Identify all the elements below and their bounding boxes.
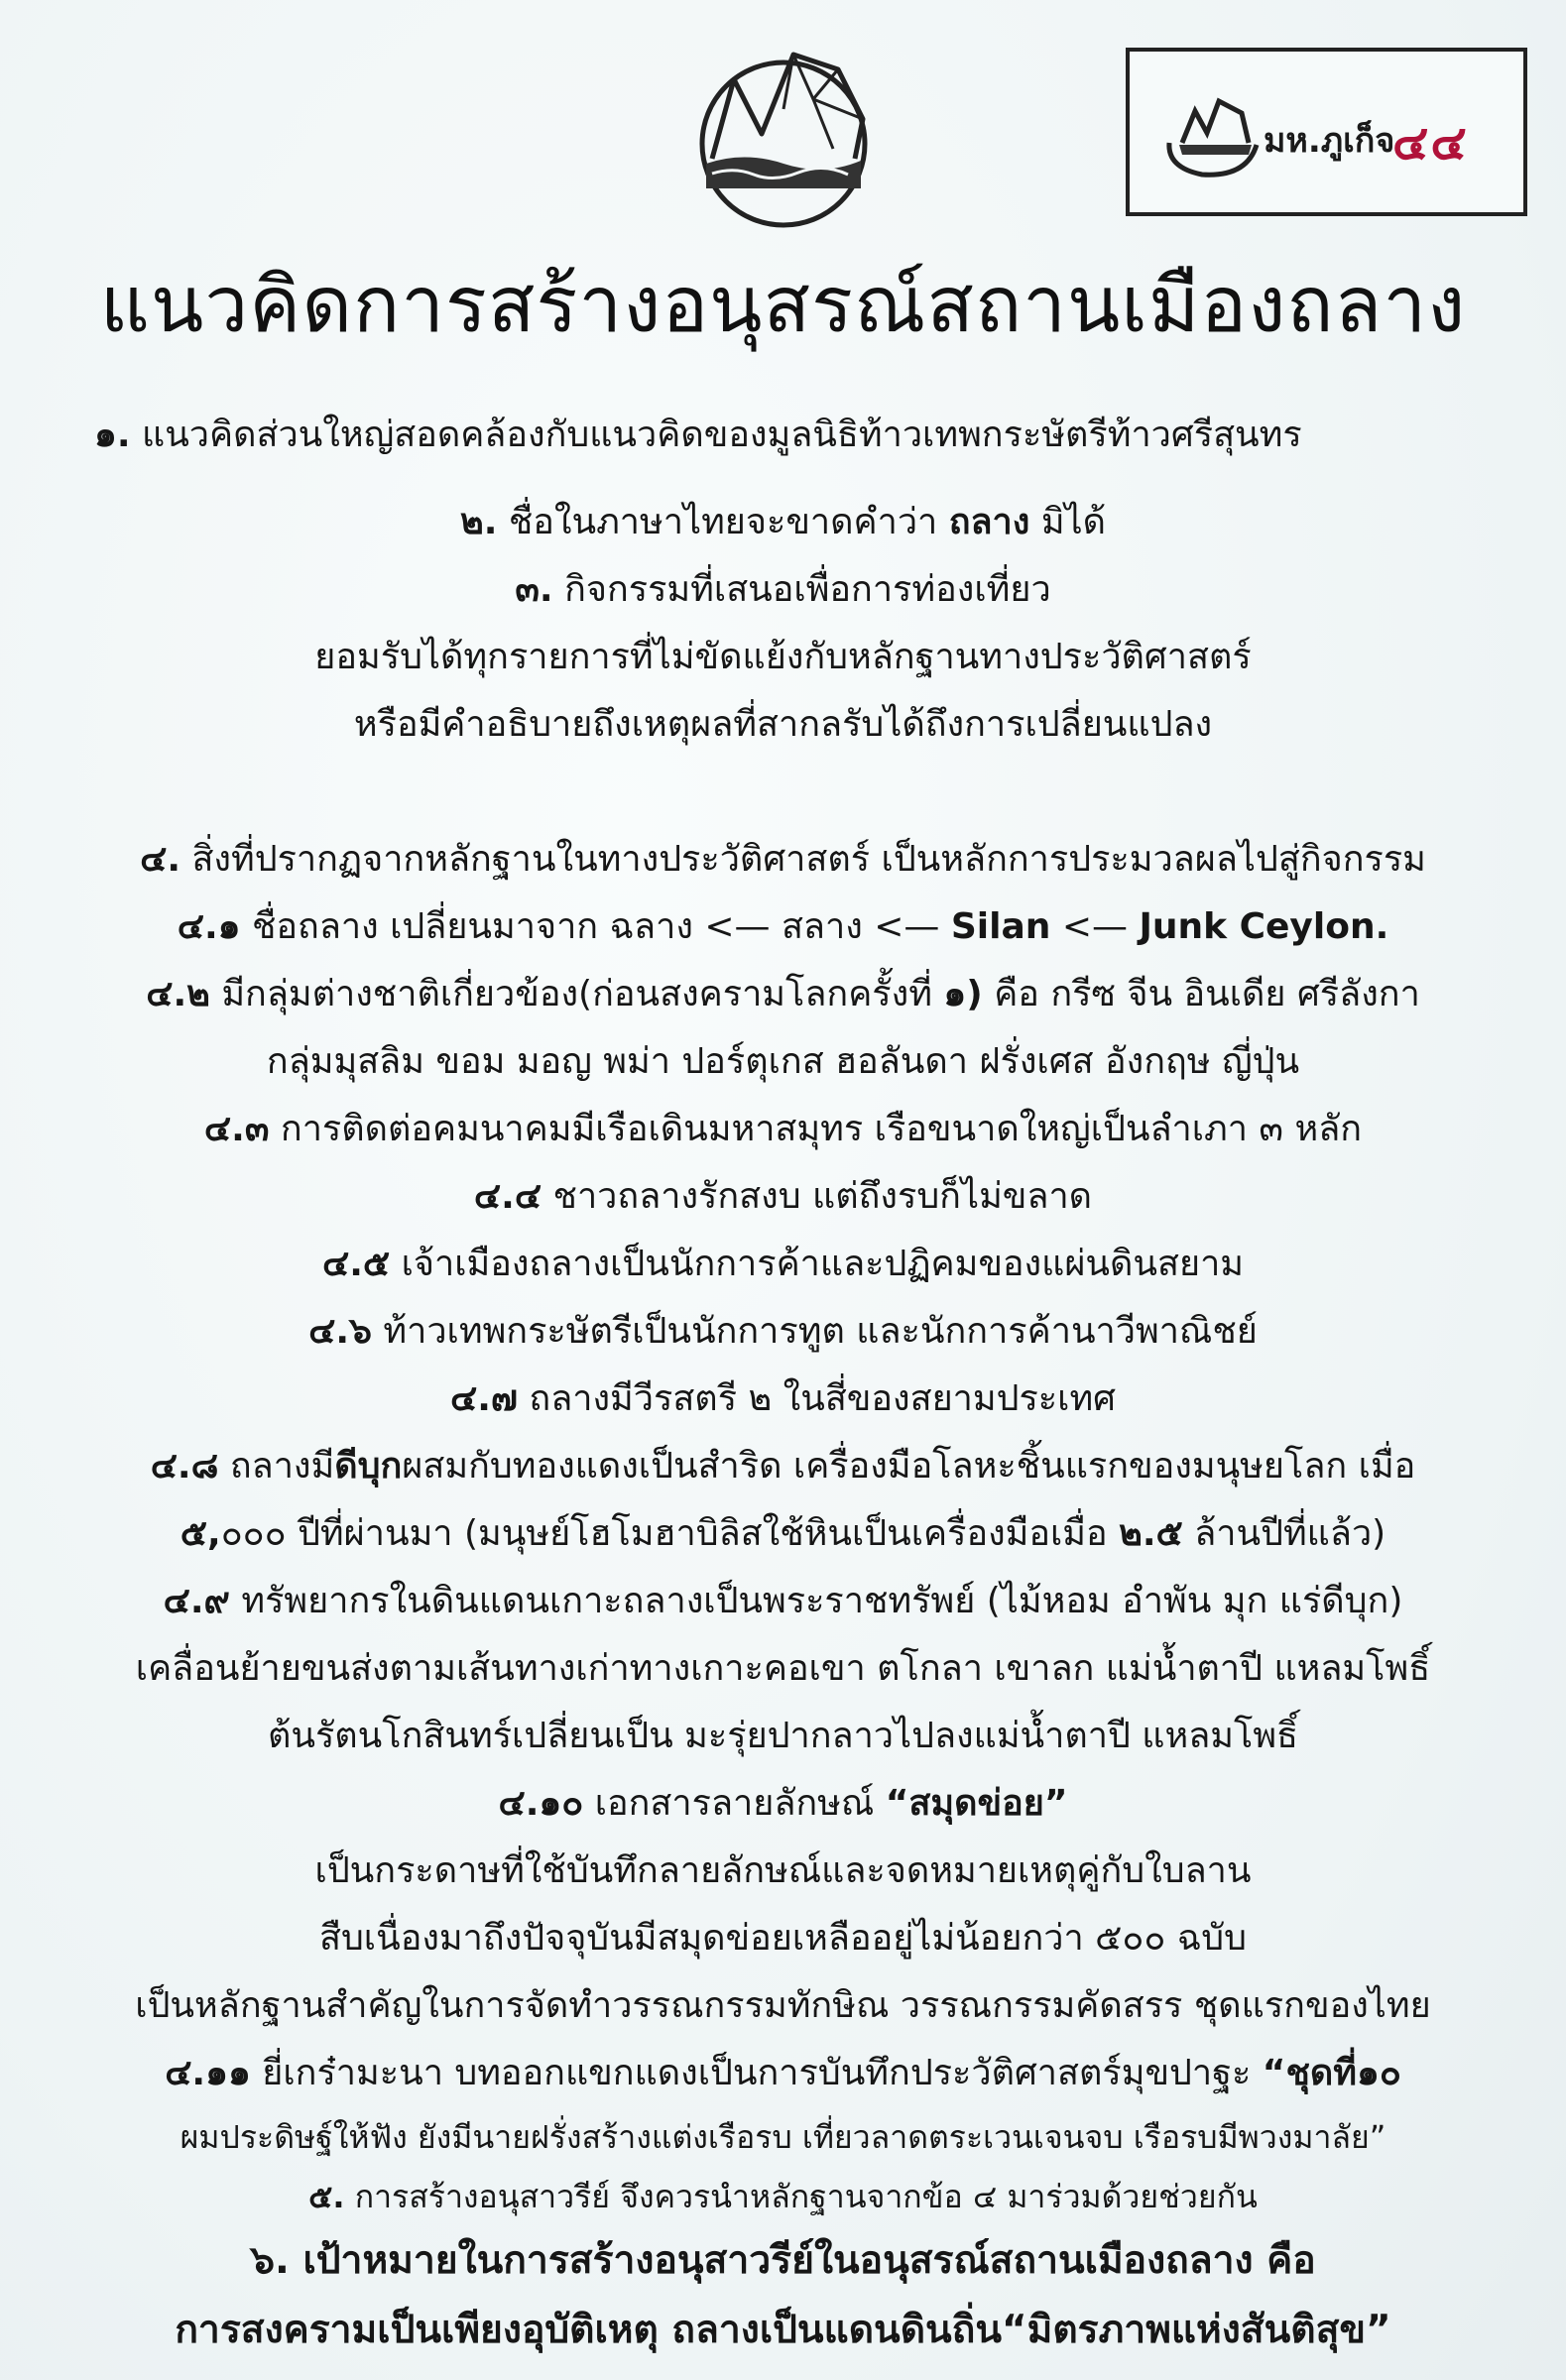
item-4-11-line-2: ผมประดิษฐ์ให้ฟัง ยังมีนายฝรั่งสร้างแต่งเรือรบ เที่ยวลาดตระเวนเจนจบ เรือรบมีพวงมาลัย”	[180, 2118, 1386, 2156]
item-text: ท้าวเทพกระษัตรีเป็นนักการทูต และนักการค้านาวีพาณิชย์	[383, 1311, 1258, 1352]
item-number: ๑.	[94, 415, 131, 455]
item-number: ๔.๔	[473, 1176, 542, 1217]
item-text: ชื่อถลาง เปลี่ยนมาจาก ฉลาง <— สลาง <—	[251, 906, 940, 947]
item-4-5	[60, 1231, 1506, 1298]
arrow-text: <—	[1061, 906, 1128, 947]
item-text-bold: ๕,	[180, 1513, 221, 1554]
item-1	[60, 402, 1506, 469]
item-6-line-2: การสงครามเป็นเพียงอุบัติเหตุ ถลางเป็นแดนดินถิ่น“มิตรภาพแห่งสันติสุข”	[175, 2308, 1391, 2352]
item-3-line-2: ยอมรับได้ทุกรายการที่ไม่ขัดแย้งกับหลักฐานทางประวัติศาสตร์	[314, 637, 1252, 677]
item-text: ล้านปีที่แล้ว)	[1194, 1513, 1386, 1554]
item-text-bold: “ชุดที่	[1262, 2053, 1357, 2093]
item-number: ๕.	[308, 2178, 345, 2215]
item-text-bold: ถลาง	[948, 502, 1030, 542]
item-4-1	[60, 893, 1506, 961]
item-text: มิได้	[1040, 502, 1107, 542]
item-text: ทรัพยากรในดินแดนเกาะถลางเป็นพระราชทรัพย์ (ไม้หอม อำพัน มุก แร่ดีบุก)	[241, 1581, 1403, 1621]
item-text: ชาวถลางรักสงบ แต่ถึงรบก็ไม่ขลาด	[552, 1176, 1093, 1217]
item-number: ๔.๗	[449, 1378, 518, 1419]
stamp-label: มห.ภูเก็จ	[1264, 121, 1395, 161]
item-text: ชื่อในภาษาไทยจะขาดคำว่า	[508, 502, 938, 542]
item-number: ๔.๕	[321, 1244, 391, 1284]
item-3-line-3: หรือมีคำอธิบายถึงเหตุผลที่สากลรับได้ถึงการเปลี่ยนแปลง	[353, 704, 1213, 745]
item-number: ๔.๙	[163, 1581, 230, 1621]
item-4	[60, 826, 1506, 893]
item-4-11	[60, 2040, 1506, 2107]
item-text-bold: Junk Ceylon.	[1139, 906, 1389, 947]
item-text-bold: ๒.๕	[1119, 1513, 1183, 1554]
mountain-logo-icon	[635, 40, 932, 238]
document-stamp	[1126, 48, 1527, 216]
item-4-7	[60, 1366, 1506, 1433]
item-text-bold: ๑)	[943, 974, 983, 1014]
item-4-10-line-2: เป็นกระดาษที่ใช้บันทึกลายลักษณ์และจดหมายเหตุคู่กับใบลาน	[314, 1850, 1252, 1891]
item-text-bold: Silan	[950, 906, 1051, 947]
item-4-9-line-2: เคลื่อนย้ายขนส่งตามเส้นทางเก่าทางเกาะคอเขา ตโกลา เขาลก แม่น้ำตาปี แหลมโพธิ์	[135, 1648, 1431, 1689]
item-4-9	[60, 1568, 1506, 1635]
item-number: ๔.๑๐	[498, 1783, 584, 1824]
item-4-10-line-3: สืบเนื่องมาถึงปัจจุบันมีสมุดข่อยเหลืออยู่ไม่น้อยกว่า ๕๐๐ ฉบับ	[318, 1918, 1247, 1959]
item-number: ๖.	[250, 2238, 290, 2283]
page-title: แนวคิดการสร้างอนุสรณ์สถานเมืองถลาง	[99, 261, 1467, 350]
item-number: ๔.๑	[177, 906, 241, 947]
item-number: ๔.๓	[203, 1109, 270, 1149]
item-4-10-line-4: เป็นหลักฐานสำคัญในการจัดทำวรรณกรรมทักษิณ วรรณกรรมคัดสรร ชุดแรกของไทย	[135, 1985, 1431, 2026]
item-text: กิจกรรมที่เสนอเพื่อการท่องเที่ยว	[564, 569, 1051, 610]
item-text: ยี่เกร๋ามะนา บทออกแขกแดงเป็นการบันทึกประวัติศาสตร์มุขปาฐะ	[262, 2053, 1252, 2093]
item-text: เป้าหมายในการสร้างอนุสาวรีย์ในอนุสรณ์สถานเมืองถลาง คือ	[302, 2238, 1316, 2283]
item-4-2-line-2: กลุ่มมุสลิม ขอม มอญ พม่า ปอร์ตุเกส ฮอลันดา ฝรั่งเศส อังกฤษ ญี่ปุ่น	[266, 1041, 1300, 1082]
item-4-9-line-3: ต้นรัตนโกสินทร์เปลี่ยนเป็น มะรุ่ยปากลาวไปลงแม่น้ำตาปี แหลมโพธิ์	[267, 1716, 1299, 1756]
item-text: คือ กรีซ จีน อินเดีย ศรีลังกา	[994, 974, 1420, 1014]
item-5	[60, 2167, 1506, 2226]
item-6	[60, 2226, 1506, 2296]
item-number: ๔.๖	[308, 1311, 372, 1352]
item-4-8-line-2	[60, 1500, 1506, 1568]
document-body	[60, 402, 1506, 2365]
item-number: ๔.๒	[146, 974, 210, 1014]
item-text-bold: “สมุดข่อย”	[885, 1783, 1068, 1824]
item-text-bold: ดีบุก	[334, 1446, 403, 1487]
item-text: การติดต่อคมนาคมมีเรือเดินมหาสมุทร เรือขนาดใหญ่เป็นลำเภา ๓ หลัก	[280, 1109, 1363, 1149]
item-text: มีกลุ่มต่างชาติเกี่ยวข้อง(ก่อนสงครามโลกครั้งที่	[221, 974, 932, 1014]
item-4-8	[60, 1433, 1506, 1500]
item-4-10	[60, 1770, 1506, 1838]
item-text: สิ่งที่ปรากฏจากหลักฐานในทางประวัติศาสตร์ เป็นหลักการประมวลผลไปสู่กิจกรรม	[191, 839, 1426, 880]
item-number: ๔.	[140, 839, 181, 880]
item-text: ๐๐๐ ปีที่ผ่านมา (มนุษย์โฮโมฮาบิลิสใช้หินเป็นเครื่องมือเมื่อ	[220, 1513, 1108, 1554]
item-text: การสร้างอนุสาวรีย์ จึงควรนำหลักฐานจากข้อ ๔ มาร่วมด้วยช่วยกัน	[354, 2178, 1258, 2215]
item-number: ๔.๘	[150, 1446, 219, 1487]
stamp-number: ๔๔	[1392, 115, 1469, 171]
item-4-4	[60, 1163, 1506, 1231]
item-3	[60, 556, 1506, 624]
stamp-logo-icon	[1157, 83, 1266, 182]
item-text: เอกสารลายลักษณ์	[594, 1783, 875, 1824]
item-text-bold: ๑๐	[1356, 2053, 1401, 2093]
item-text: ถลางมีวีรสตรี ๒ ในสี่ของสยามประเทศ	[529, 1378, 1117, 1419]
item-number: ๔.๑๑	[165, 2053, 251, 2093]
item-4-6	[60, 1298, 1506, 1366]
item-4-3	[60, 1096, 1506, 1163]
item-number: ๓.	[515, 569, 553, 610]
item-text: แนวคิดส่วนใหญ่สอดคล้องกับแนวคิดของมูลนิธิท้าวเทพกระษัตรีท้าวศรีสุนทร	[141, 415, 1302, 455]
item-text: ผสมกับทองแดงเป็นสำริด เครื่องมือโลหะชิ้นแรกของมนุษยโลก เมื่อ	[402, 1446, 1416, 1487]
item-2	[60, 489, 1506, 556]
item-text: เจ้าเมืองถลางเป็นนักการค้าและปฏิคมของแผ่นดินสยาม	[401, 1244, 1245, 1284]
item-text: ถลางมี	[229, 1446, 335, 1487]
item-number: ๒.	[459, 502, 498, 542]
item-4-2	[60, 961, 1506, 1028]
